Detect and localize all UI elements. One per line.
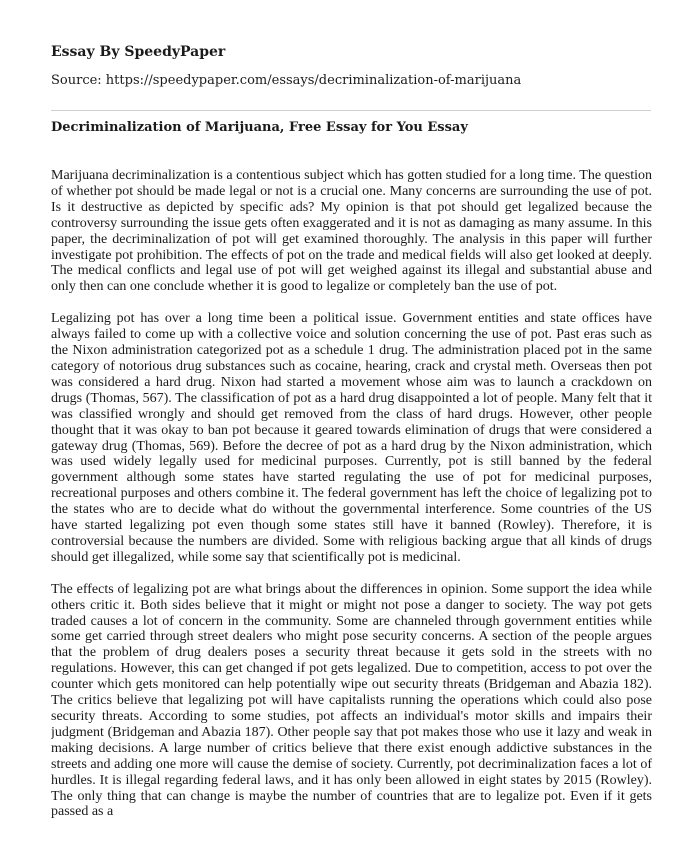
essay-body (51, 168, 652, 850)
essay-title: Decriminalization of Marijuana, Free Essay for You Essay (51, 120, 468, 135)
paragraph: Legalizing pot has over a long time been a political issue. Government entities and state offices have always failed to come up with a collective voice and solution concerning the use of pot. Past eras such as the Nixon administration categorized pot as a schedule 1 drug. The administration placed pot in the same category of notorious drug substances such as cocaine, hearing, crack and crystal meth. Overseas then pot was considered a hard drug. Nixon had started a movement whose aim was to launch a crackdown on drugs (Thomas, 567). The classification of pot as a hard drug disappointed a lot of people. Many felt that it was classified wrongly and should get removed from the class of hard drugs. However, other people thought that it was okay to ban pot because it geared towards elimination of drugs that were considered a gateway drug (Thomas, 569). Before the decree of pot as a hard drug by the Nixon administration, which was used widely legally used for medicinal purposes. Currently, pot is still banned by the federal government although some states have started regulating the use of pot for medicinal purposes, recreational purposes and others combine it. The federal government has left the choice of legalizing pot to the states who are to decide what do without the governmental interference. Some countries of the US have started legalizing pot even though some states still have it banned (Rowley). Therefore, it is controversial because the numbers are divided. Some with religious backing argue that all kinds of drugs should get illegalized, while some say that scientifically pot is medicinal. (51, 311, 652, 565)
source-line[interactable]: Source: https://speedypaper.com/essays/decriminalization-of-marijuana (51, 73, 522, 88)
paragraph: Marijuana decriminalization is a contentious subject which has gotten studied for a long time. The question of whether pot should be made legal or not is a crucial one. Many concerns are surrounding the use of pot. Is it destructive as depicted by specific ads? My opinion is that pot should get legalized because the controversy surrounding the issue gets often exaggerated and it is not as damaging as many assume. In this paper, the decriminalization of pot will get examined thoroughly. The analysis in this paper will further investigate pot prohibition. The effects of pot on the trade and medical fields will also get looked at deeply. The medical conflicts and legal use of pot will get weighed against its illegal and substantial abuse and only then can one conclude whether it is good to legalize or completely ban the use of pot. (51, 168, 652, 295)
brand-title: Essay By SpeedyPaper (51, 44, 226, 60)
paragraph: The effects of legalizing pot are what brings about the differences in opinion. Some support the idea while others critic it. Both sides believe that it might or might not pose a danger to society. The way pot gets traded causes a lot of concern in the community. Some are channeled through government entities while some get carried through street dealers who might pose security concerns. A section of the people argues that the problem of drug dealers poses a security threat because it gets sold in the streets with no regulations. However, this can get changed if pot gets legalized. Due to competition, access to pot over the counter which gets monitored can help potentially wipe out security threats (Bridgeman and Abazia 182). The critics believe that legalizing pot will have capitalists running the operations which could also pose security threats. According to some studies, pot affects an individual's motor skills and impairs their judgment (Bridgeman and Abazia 187). Other people say that pot makes those who use it lazy and weak in making decisions. A large number of critics believe that there exist enough addictive substances in the streets and adding one more will cause the demise of society. Currently, pot decriminalization faces a lot of hurdles. It is illegal regarding federal laws, and it has only been allowed in eight states by 2015 (Rowley). The only thing that can change is maybe the number of countries that are to legalize pot. Even if it gets passed as a (51, 581, 652, 820)
divider (51, 110, 651, 111)
